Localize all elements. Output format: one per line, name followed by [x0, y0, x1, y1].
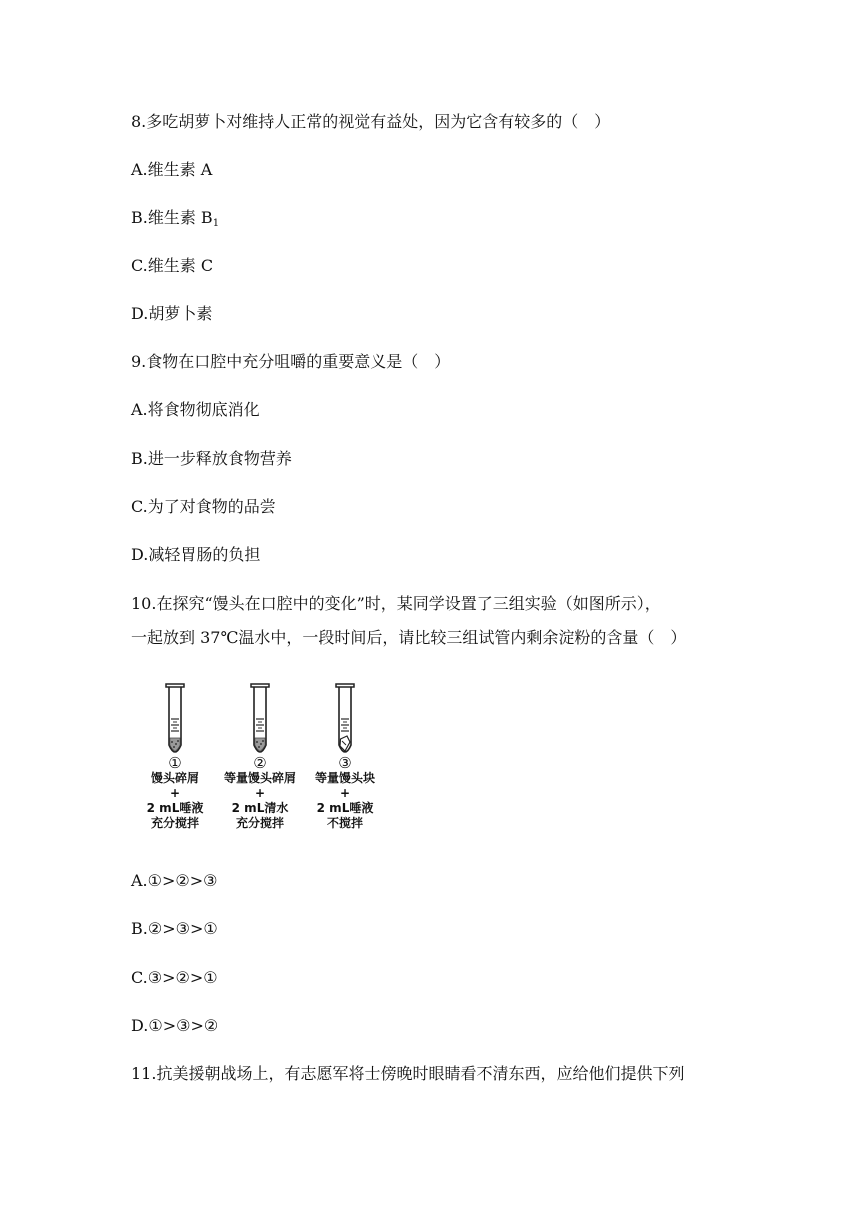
tube-1-line-3: 充分搅拌: [150, 816, 199, 830]
tube-1-caption: [132, 756, 218, 831]
tube-3-caption: [302, 756, 388, 831]
question-8-option-a: A.维生素 A: [131, 160, 213, 179]
question-9-option-a: A.将食物彻底消化: [131, 400, 260, 419]
question-10-option-d: D.①>③>②: [131, 1016, 219, 1035]
question-8-option-b-text: B.维生素 B: [131, 208, 213, 227]
tube-3-line-2: 2 mL唾液: [316, 801, 374, 815]
question-11-stem: 11.抗美援朝战场上，有志愿军将士傍晚时眼睛看不清东西，应给他们提供下列: [131, 1064, 685, 1083]
question-10-option-b: B.②>③>①: [131, 919, 218, 938]
tube-1-plus: +: [169, 786, 181, 800]
question-8-option-d: D.胡萝卜素: [131, 304, 213, 323]
tube-1-number: ①: [168, 754, 182, 772]
question-9-option-d: D.减轻胃肠的负担: [131, 545, 261, 564]
question-8-option-b: [131, 208, 219, 234]
tube-3-line-1: 等量馒头块: [314, 771, 375, 785]
question-10-stem-line-2: 一起放到 37℃温水中，一段时间后，请比较三组试管内剩余淀粉的含量（ ）: [131, 628, 687, 647]
tube-2-plus: +: [254, 786, 266, 800]
question-9-option-c: C.为了对食物的品尝: [131, 497, 276, 516]
tube-1-line-1: 馒头碎屑: [150, 771, 199, 785]
question-8-stem: 8.多吃胡萝卜对维持人正常的视觉有益处，因为它含有较多的（ ）: [131, 112, 611, 131]
question-10-option-a: A.①>②>③: [131, 871, 218, 890]
option-b-subscript: 1: [212, 218, 220, 229]
tube-2-line-3: 充分搅拌: [235, 816, 284, 830]
tube-3-plus: +: [339, 786, 351, 800]
tube-2-line-2: 2 mL清水: [231, 801, 289, 815]
tube-2-caption: [217, 756, 303, 831]
tube-3-line-3: 不搅拌: [326, 816, 363, 830]
question-10-option-c: C.③>②>①: [131, 968, 218, 987]
question-9-option-b: B.进一步释放食物营养: [131, 449, 292, 468]
tube-2-number: ②: [253, 754, 267, 772]
tube-2-line-1: 等量馒头碎屑: [223, 771, 296, 785]
tube-3-number: ③: [338, 754, 352, 772]
test-tube-3-icon: [332, 683, 358, 765]
test-tube-1-icon: [162, 683, 188, 765]
question-10-stem-line-1: 10.在探究“馒头在口腔中的变化”时，某同学设置了三组实验（如图所示），: [131, 594, 661, 613]
question-8-option-c: C.维生素 C: [131, 256, 214, 275]
question-9-stem: 9.食物在口腔中充分咀嚼的重要意义是（ ）: [131, 352, 451, 371]
test-tube-2-icon: [247, 683, 273, 765]
test-tube-figure: [140, 683, 390, 833]
tube-1-line-2: 2 mL唾液: [146, 801, 204, 815]
